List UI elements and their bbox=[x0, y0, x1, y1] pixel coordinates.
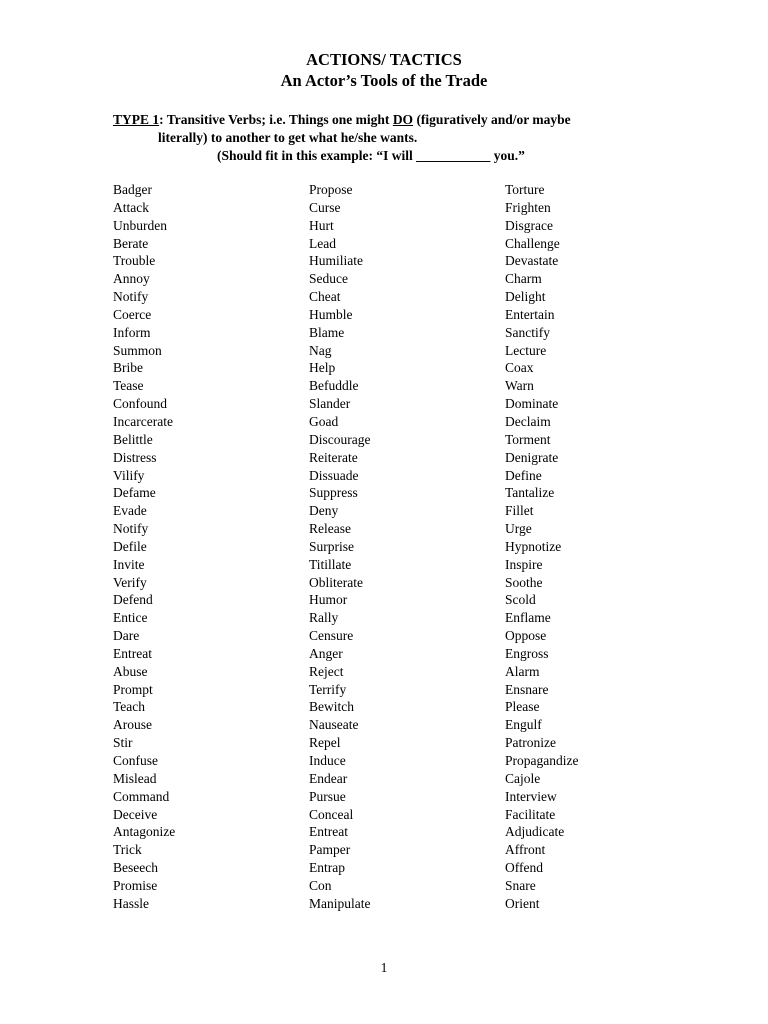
verb-item: Propagandize bbox=[505, 753, 579, 768]
verb-item: Confuse bbox=[113, 753, 158, 768]
verb-item: Defend bbox=[113, 592, 153, 608]
verb-item: Engulf bbox=[505, 717, 542, 733]
verb-item: Beseech bbox=[113, 860, 158, 876]
verb-item: Teach bbox=[113, 699, 146, 715]
verb-item: Frighten bbox=[505, 199, 551, 215]
verb-item: Defile bbox=[113, 538, 147, 554]
verb-item: Berate bbox=[113, 235, 149, 251]
verb-item: Lead bbox=[309, 235, 336, 251]
verb-item: Challenge bbox=[505, 235, 560, 251]
verb-item: Orient bbox=[505, 895, 540, 911]
verb-item: Distress bbox=[113, 449, 157, 465]
verb-item: Entice bbox=[113, 610, 148, 626]
verb-item: Stir bbox=[113, 735, 133, 751]
type-text-after-do: (figuratively and/or maybe bbox=[413, 112, 571, 127]
verb-item: Annoy bbox=[113, 271, 150, 287]
verb-item: Tease bbox=[113, 378, 144, 394]
verb-item: Con bbox=[309, 877, 332, 893]
verb-item: Pamper bbox=[309, 842, 351, 858]
verb-item: Torment bbox=[505, 431, 551, 447]
verb-item: Badger bbox=[113, 182, 152, 197]
verb-item: Disgrace bbox=[505, 217, 553, 233]
verb-item: Please bbox=[505, 699, 540, 715]
verb-item: Help bbox=[309, 360, 336, 376]
verb-item: Invite bbox=[113, 556, 145, 572]
verb-item: Unburden bbox=[113, 217, 167, 233]
verb-item: Slander bbox=[309, 396, 351, 412]
verb-item: Belittle bbox=[113, 431, 153, 447]
verb-item: Verify bbox=[113, 574, 147, 590]
page-number: 1 bbox=[380, 960, 388, 975]
verb-item: Deceive bbox=[113, 806, 158, 822]
verb-item: Notify bbox=[113, 521, 149, 537]
verb-item: Abuse bbox=[113, 663, 148, 679]
verb-item: Entrap bbox=[309, 860, 345, 876]
verb-item: Trouble bbox=[113, 253, 156, 269]
verb-item: Hassle bbox=[113, 895, 149, 911]
verb-item: Surprise bbox=[309, 538, 354, 554]
verb-item: Soothe bbox=[505, 574, 543, 590]
verb-item: Notify bbox=[113, 289, 149, 305]
document-subtitle: An Actor’s Tools of the Trade bbox=[280, 71, 488, 90]
verb-item: Release bbox=[309, 521, 351, 537]
verb-item: Conceal bbox=[309, 806, 354, 822]
verb-item: Humble bbox=[309, 306, 353, 322]
document-title: ACTIONS/ TACTICS bbox=[306, 50, 462, 69]
verb-item: Deny bbox=[309, 503, 339, 519]
verb-item: Reject bbox=[309, 663, 344, 679]
type-text-before-do: Transitive Verbs; i.e. Things one might bbox=[163, 112, 393, 127]
verb-item: Defame bbox=[113, 485, 156, 501]
verb-item: Facilitate bbox=[505, 806, 556, 822]
verb-item: Entertain bbox=[505, 306, 555, 322]
type-label: TYPE 1 bbox=[113, 112, 160, 127]
verb-item: Oppose bbox=[505, 628, 547, 644]
verb-item: Define bbox=[505, 467, 542, 483]
verb-item: Obliterate bbox=[309, 574, 363, 590]
verb-item: Tantalize bbox=[505, 485, 555, 501]
verb-item: Engross bbox=[505, 645, 549, 661]
type-label-colon: : bbox=[159, 112, 164, 127]
verb-item: Ensnare bbox=[505, 681, 549, 697]
verb-item: Denigrate bbox=[505, 449, 559, 465]
verb-item: Affront bbox=[505, 842, 546, 858]
verb-item: Rally bbox=[309, 610, 339, 626]
verb-item: Delight bbox=[505, 289, 546, 305]
verb-item: Confound bbox=[113, 396, 167, 412]
type-heading-example: (Should fit in this example: “I will ___________ you.” bbox=[217, 148, 525, 163]
verb-item: Cajole bbox=[505, 770, 541, 786]
verb-item: Discourage bbox=[309, 431, 371, 447]
do-word: DO bbox=[392, 112, 414, 127]
verb-item: Hurt bbox=[309, 217, 334, 233]
verb-item: Censure bbox=[309, 628, 354, 644]
verb-item: Goad bbox=[309, 413, 339, 429]
verb-item: Coax bbox=[505, 360, 534, 376]
verb-item: Cheat bbox=[309, 289, 341, 305]
verb-item: Incarcerate bbox=[113, 413, 173, 429]
verb-item: Alarm bbox=[505, 663, 540, 679]
verb-item: Fillet bbox=[505, 503, 534, 519]
verb-item: Torture bbox=[505, 182, 545, 197]
verb-column-3 bbox=[505, 181, 578, 913]
verb-item: Entreat bbox=[309, 824, 348, 840]
verb-item: Urge bbox=[505, 521, 532, 537]
verb-item: Scold bbox=[505, 592, 536, 608]
verb-item: Arouse bbox=[113, 717, 152, 733]
verb-item: Charm bbox=[505, 271, 542, 287]
verb-item: Endear bbox=[309, 770, 348, 786]
verb-item: Mislead bbox=[113, 770, 157, 786]
verb-column-2 bbox=[309, 181, 370, 913]
verb-item: Offend bbox=[505, 860, 543, 876]
verb-item: Humiliate bbox=[309, 253, 363, 269]
verb-item: Humor bbox=[309, 592, 348, 608]
verb-item: Blame bbox=[309, 324, 345, 340]
verb-item: Lecture bbox=[505, 342, 547, 358]
verb-item: Reiterate bbox=[309, 449, 358, 465]
type-heading-line-2: literally) to another to get what he/she wants. bbox=[158, 130, 418, 145]
verb-item: Propose bbox=[309, 182, 353, 197]
verb-item: Inspire bbox=[505, 556, 543, 572]
verb-item: Befuddle bbox=[309, 378, 359, 394]
verb-item: Promise bbox=[113, 877, 158, 893]
verb-item: Pursue bbox=[309, 788, 346, 804]
verb-item: Nauseate bbox=[309, 717, 359, 733]
verb-item: Evade bbox=[113, 503, 147, 519]
verb-item: Entreat bbox=[113, 645, 152, 661]
verb-item: Dare bbox=[113, 628, 140, 644]
verb-item: Nag bbox=[309, 342, 332, 358]
verb-item: Bewitch bbox=[309, 699, 354, 715]
verb-item: Anger bbox=[309, 645, 343, 661]
verb-item: Bribe bbox=[113, 360, 143, 376]
verb-item: Manipulate bbox=[309, 895, 371, 911]
verb-item: Summon bbox=[113, 342, 162, 358]
verb-item: Warn bbox=[505, 378, 534, 394]
verb-item: Command bbox=[113, 788, 170, 804]
verb-item: Dominate bbox=[505, 396, 559, 412]
verb-item: Patronize bbox=[505, 735, 556, 751]
verb-item: Titillate bbox=[309, 556, 352, 572]
verb-item: Declaim bbox=[505, 413, 551, 429]
verb-item: Adjudicate bbox=[505, 824, 565, 840]
verb-item: Coerce bbox=[113, 306, 152, 322]
verb-item: Prompt bbox=[113, 681, 153, 697]
verb-item: Snare bbox=[505, 877, 536, 893]
verb-item: Repel bbox=[309, 735, 341, 751]
verb-item: Interview bbox=[505, 788, 557, 804]
verb-item: Curse bbox=[309, 199, 341, 215]
type-heading-line-1 bbox=[113, 111, 571, 128]
verb-item: Inform bbox=[113, 324, 151, 340]
verb-item: Vilify bbox=[113, 467, 145, 483]
verb-item: Trick bbox=[113, 842, 142, 858]
verb-item: Dissuade bbox=[309, 467, 359, 483]
verb-item: Induce bbox=[309, 753, 346, 768]
verb-item: Terrify bbox=[309, 681, 347, 697]
verb-item: Seduce bbox=[309, 271, 348, 287]
verb-item: Hypnotize bbox=[505, 538, 562, 554]
verb-column-1 bbox=[113, 181, 175, 913]
verb-item: Antagonize bbox=[113, 824, 176, 840]
verb-item: Suppress bbox=[309, 485, 358, 501]
verb-item: Attack bbox=[113, 199, 149, 215]
verb-item: Sanctify bbox=[505, 324, 550, 340]
verb-item: Devastate bbox=[505, 253, 559, 269]
verb-item: Enflame bbox=[505, 610, 551, 626]
